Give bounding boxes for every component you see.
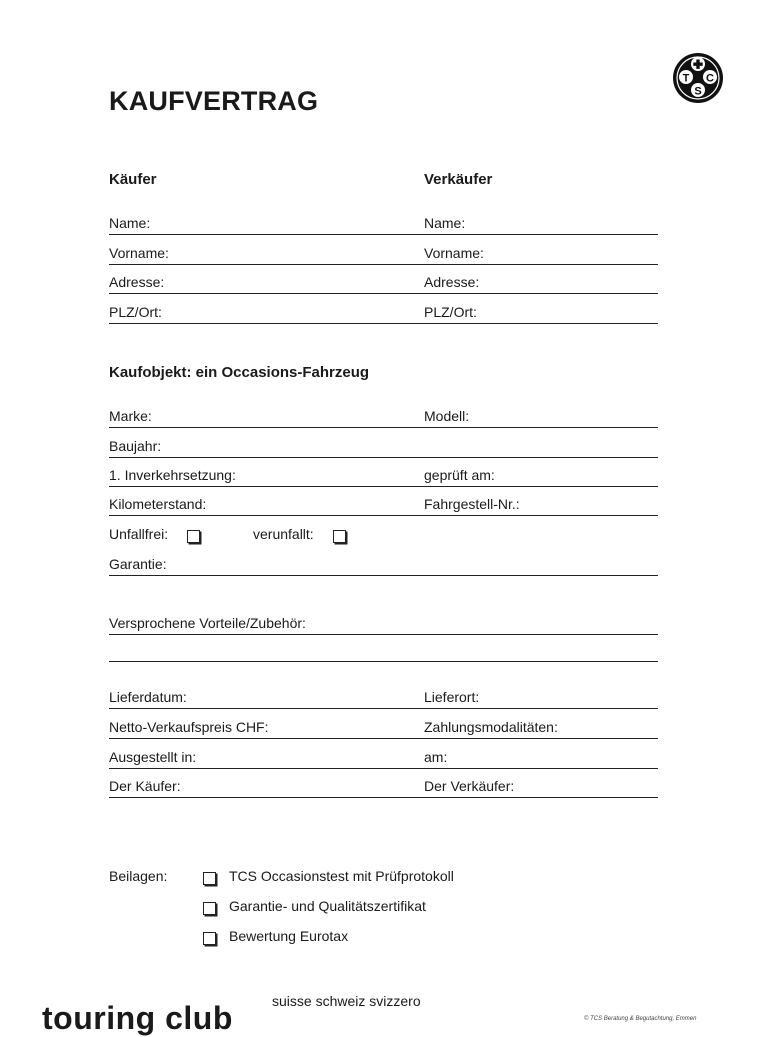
seller-address-field[interactable]: Adresse:: [424, 272, 658, 294]
attachment-checkbox-2[interactable]: [203, 901, 216, 919]
buyer-zip-city-field[interactable]: PLZ/Ort:: [109, 302, 424, 324]
attachment-item-3: Bewertung Eurotax: [229, 928, 349, 944]
seller-firstname-field[interactable]: Vorname:: [424, 243, 658, 265]
issued-in-field[interactable]: Ausgestellt in:: [109, 747, 424, 769]
buyer-heading: Käufer: [109, 171, 157, 188]
logo-letter-t: T: [682, 72, 690, 85]
accident-damaged-checkbox[interactable]: [333, 529, 346, 547]
seller-zip-city-field[interactable]: PLZ/Ort:: [424, 302, 658, 324]
logo-letter-s: S: [694, 85, 702, 98]
brand-field[interactable]: Marke:: [109, 406, 424, 428]
footer-copyright: © TCS Beratung & Begutachtung, Emmen: [584, 1016, 697, 1022]
first-registration-field[interactable]: 1. Inverkehrsetzung:: [109, 465, 424, 487]
promised-extras-field[interactable]: Versprochene Vorteile/Zubehör:: [109, 613, 658, 635]
attachment-item-1: TCS Occasionstest mit Prüfprotokoll: [229, 868, 454, 884]
net-price-field[interactable]: Netto-Verkaufspreis CHF:: [109, 717, 424, 739]
delivery-date-field[interactable]: Lieferdatum:: [109, 687, 424, 709]
page-title: KAUFVERTRAG: [109, 86, 319, 116]
issued-on-field[interactable]: am:: [424, 747, 658, 769]
chassis-number-field[interactable]: Fahrgestell-Nr.:: [424, 494, 658, 516]
seller-name-field[interactable]: Name:: [424, 213, 658, 235]
tcs-logo: [672, 52, 724, 104]
seller-heading: Verkäufer: [424, 171, 493, 188]
object-heading: Kaufobjekt: ein Occasions-Fahrzeug: [109, 364, 370, 381]
mileage-field[interactable]: Kilometerstand:: [109, 494, 424, 516]
logo-letter-c: C: [706, 72, 714, 85]
build-year-field[interactable]: Baujahr:: [109, 436, 658, 458]
buyer-signature-field[interactable]: Der Käufer:: [109, 776, 424, 798]
inspected-on-field[interactable]: geprüft am:: [424, 465, 658, 487]
payment-terms-field[interactable]: Zahlungsmodalitäten:: [424, 717, 658, 739]
accident-free-checkbox[interactable]: [187, 529, 200, 547]
attachment-checkbox-1[interactable]: [203, 871, 216, 889]
accident-free-label: Unfallfrei:: [109, 526, 169, 542]
model-field[interactable]: Modell:: [424, 406, 658, 428]
promised-extras-line-2[interactable]: [109, 640, 658, 662]
buyer-firstname-field[interactable]: Vorname:: [109, 243, 424, 265]
warranty-field[interactable]: Garantie:: [109, 554, 658, 576]
accident-damaged-label: verunfallt:: [253, 526, 314, 542]
attachments-label: Beilagen:: [109, 868, 168, 884]
footer-tagline: suisse schweiz svizzero: [272, 993, 421, 1009]
buyer-name-field[interactable]: Name:: [109, 213, 424, 235]
footer-brand: touring club: [42, 1000, 233, 1036]
attachment-checkbox-3[interactable]: [203, 931, 216, 949]
buyer-address-field[interactable]: Adresse:: [109, 272, 424, 294]
attachment-item-2: Garantie- und Qualitätszertifikat: [229, 898, 426, 914]
delivery-place-field[interactable]: Lieferort:: [424, 687, 658, 709]
seller-signature-field[interactable]: Der Verkäufer:: [424, 776, 658, 798]
